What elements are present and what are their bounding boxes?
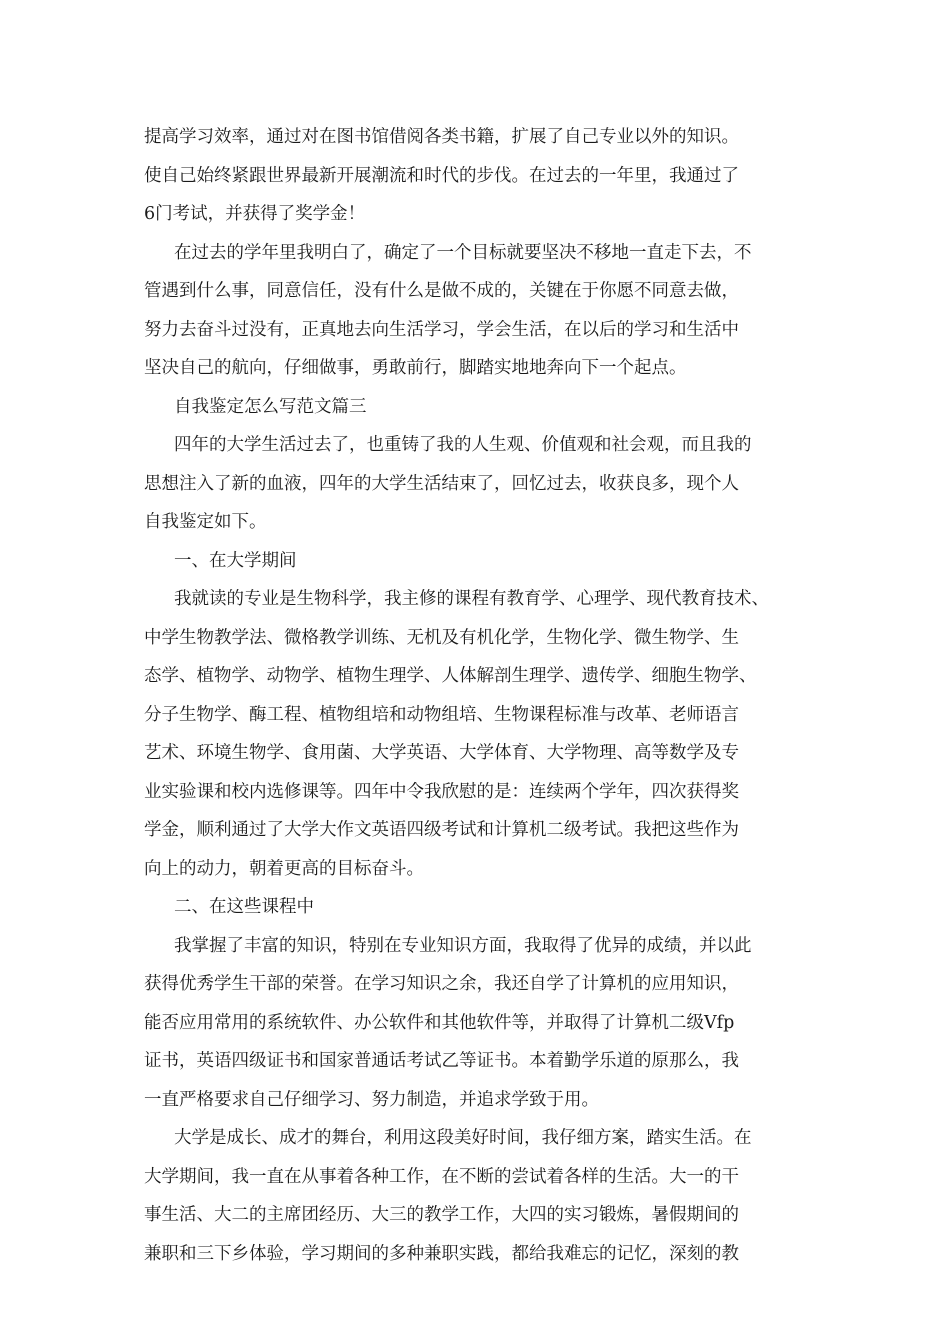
text-line: 事生活、大二的主席团经历、大三的教学工作，大四的实习锻炼，暑假期间的 bbox=[144, 1205, 739, 1225]
text-line: 中学生物教学法、微格教学训练、无机及有机化学，生物化学、微生物学、生 bbox=[144, 627, 739, 648]
text-line: 业实验课和校内选修课等。四年中令我欣慰的是：连续两个学年，四次获得奖 bbox=[144, 781, 739, 802]
text-line: 努力去奋斗过没有，正真地去向生活学习，学会生活，在以后的学习和生活中 bbox=[144, 319, 739, 340]
text-line: 二、在这些课程中 bbox=[174, 897, 314, 917]
text-line: 一、在大学期间 bbox=[174, 550, 297, 571]
text-line: 态学、植物学、动物学、植物生理学、人体解剖生理学、遗传学、细胞生物学、 bbox=[144, 666, 757, 686]
text-line: 艺术、环境生物学、食用菌、大学英语、大学体育、大学物理、高等数学及专 bbox=[144, 743, 739, 763]
text-line: 分子生物学、酶工程、植物组培和动物组培、生物课程标准与改革、老师语言 bbox=[144, 704, 739, 725]
text-line: 思想注入了新的血液，四年的大学生活结束了，回忆过去，收获良多，现个人 bbox=[144, 473, 739, 494]
text-line: 证书，英语四级证书和国家普通话考试乙等证书。本着勤学乐道的原那么，我 bbox=[144, 1051, 739, 1071]
text-line: 6门考试，并获得了奖学金！ bbox=[144, 204, 366, 224]
text-line: 兼职和三下乡体验，学习期间的多种兼职实践，都给我难忘的记忆，深刻的教 bbox=[144, 1243, 739, 1264]
text-line: 在过去的学年里我明白了，确定了一个目标就要坚决不移地一直走下去，不 bbox=[174, 242, 752, 263]
text-line: 我就读的专业是生物科学，我主修的课程有教育学、心理学、现代教育技术、 bbox=[174, 589, 769, 609]
text-line: 能否应用常用的系统软件、办公软件和其他软件等，并取得了计算机二级Vfp bbox=[144, 1012, 735, 1033]
text-line: 坚决自己的航向，仔细做事，勇敢前行，脚踏实地地奔向下一个起点。 bbox=[144, 358, 687, 378]
text-line: 获得优秀学生干部的荣誉。在学习知识之余，我还自学了计算机的应用知识， bbox=[144, 974, 739, 994]
text-line: 一直严格要求自己仔细学习、努力制造，并追求学致于用。 bbox=[144, 1089, 599, 1110]
document-body bbox=[144, 118, 824, 1273]
text-line: 我掌握了丰富的知识，特别在专业知识方面，我取得了优异的成绩，并以此 bbox=[174, 935, 752, 956]
text-line: 向上的动力，朝着更高的目标奋斗。 bbox=[144, 858, 424, 879]
text-line: 提高学习效率，通过对在图书馆借阅各类书籍，扩展了自己专业以外的知识。 bbox=[144, 127, 739, 147]
text-line: 大学期间，我一直在从事着各种工作，在不断的尝试着各样的生活。大一的干 bbox=[144, 1166, 739, 1187]
text-line: 管遇到什么事，同意信任，没有什么是做不成的，关键在于你愿不同意去做， bbox=[144, 281, 739, 301]
text-line: 自我鉴定如下。 bbox=[144, 512, 267, 532]
text-line: 自我鉴定怎么写范文篇三 bbox=[174, 396, 367, 417]
text-line: 大学是成长、成才的舞台，利用这段美好时间，我仔细方案，踏实生活。在 bbox=[174, 1128, 752, 1148]
text-line: 使自己始终紧跟世界最新开展潮流和时代的步伐。在过去的一年里，我通过了 bbox=[144, 165, 739, 186]
text-line: 学金，顺利通过了大学大作文英语四级考试和计算机二级考试。我把这些作为 bbox=[144, 820, 739, 840]
text-line: 四年的大学生活过去了，也重铸了我的人生观、价值观和社会观，而且我的 bbox=[174, 435, 752, 455]
